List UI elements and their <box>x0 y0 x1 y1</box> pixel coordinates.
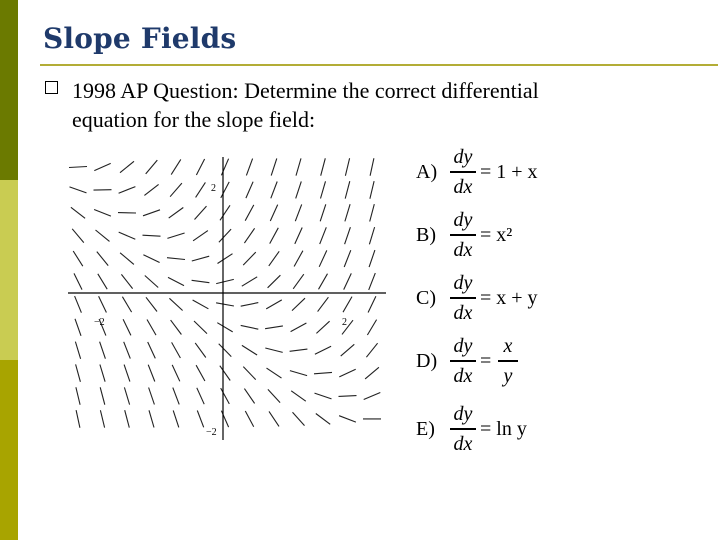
slope-segment <box>315 346 331 354</box>
slope-segment <box>242 345 257 355</box>
slope-segment <box>147 320 156 336</box>
choice-label: A) <box>416 161 438 183</box>
slope-segment <box>271 158 277 175</box>
slope-segment <box>293 274 304 289</box>
slope-segment <box>98 274 107 289</box>
slope-segment <box>100 342 106 359</box>
slope-segment <box>195 206 207 219</box>
slope-segment <box>345 204 350 221</box>
slope-segment <box>321 158 326 175</box>
slope-segment <box>196 365 205 381</box>
slope-segment <box>339 416 356 422</box>
slope-segment <box>296 181 302 198</box>
slope-segment <box>270 205 277 221</box>
slope-segment <box>290 349 308 351</box>
slope-segment <box>120 253 134 265</box>
slope-segment <box>365 367 379 379</box>
slope-segment <box>69 167 87 168</box>
slope-segment <box>169 208 184 219</box>
slope-segment <box>345 181 350 198</box>
slope-segment <box>320 227 327 244</box>
slope-segment <box>341 344 355 356</box>
slope-segment <box>167 233 184 238</box>
slope-segment <box>295 228 302 244</box>
slope-segment <box>94 210 111 217</box>
slope-segment <box>268 389 280 402</box>
slope-segment <box>123 319 131 335</box>
slope-segment <box>368 296 376 312</box>
slope-segment <box>339 396 357 397</box>
slope-segment <box>120 161 134 172</box>
slope-segment <box>143 210 160 216</box>
choice-rhs: = x² <box>480 224 513 246</box>
fraction-bar <box>450 171 476 173</box>
slope-segment <box>193 231 208 241</box>
slope-segment <box>75 319 81 336</box>
sidebar-block-dark <box>0 0 18 180</box>
slope-segment <box>193 300 209 309</box>
slope-segment <box>220 205 230 220</box>
slope-segment <box>148 342 156 358</box>
tick-label-bottom: −2 <box>206 427 217 438</box>
slope-segment <box>345 158 349 176</box>
slope-segment <box>295 204 301 221</box>
slope-segment <box>76 387 80 404</box>
slope-segment <box>316 414 330 425</box>
slope-segment <box>76 410 80 428</box>
slope-segment <box>216 303 234 306</box>
slope-segment <box>100 410 104 427</box>
slope-segment <box>268 275 281 288</box>
slope-segment <box>217 323 232 332</box>
slope-segment <box>149 410 154 427</box>
fraction-bar <box>498 360 518 362</box>
fraction-bar <box>450 234 476 236</box>
fraction-numerator: dy <box>453 403 473 425</box>
choice-d[interactable] <box>410 334 610 392</box>
slope-segment <box>339 369 355 377</box>
fraction-numerator: dy <box>453 209 473 231</box>
slope-segment <box>168 277 184 285</box>
slope-segment <box>99 296 107 312</box>
slope-segment <box>194 321 207 334</box>
tick-label-left: −2 <box>94 317 105 328</box>
slope-segment <box>74 273 82 289</box>
slope-segment <box>345 227 351 244</box>
fraction-bar <box>450 428 476 430</box>
fraction-denominator: dx <box>453 364 473 387</box>
rhs-fraction <box>498 334 518 388</box>
slope-segment <box>245 205 254 221</box>
slope-segment <box>97 252 108 266</box>
slope-segment <box>221 182 229 198</box>
slope-segment <box>149 388 155 405</box>
slope-segment <box>266 300 282 309</box>
slope-segment <box>219 229 231 242</box>
choice-b[interactable] <box>410 208 610 266</box>
slope-segment <box>96 230 110 241</box>
slope-segment <box>219 344 232 357</box>
slope-segment <box>242 277 257 286</box>
slope-segment <box>269 411 279 426</box>
slope-segment <box>369 227 374 244</box>
slope-segment <box>315 393 332 399</box>
slope-segment <box>344 250 351 267</box>
slope-segment <box>76 364 81 381</box>
slope-segment <box>246 159 252 176</box>
slope-segment <box>100 387 105 404</box>
slope-segment <box>316 321 329 333</box>
derivative-fraction <box>450 208 476 262</box>
slope-segment <box>243 367 255 380</box>
slope-segment <box>119 187 136 194</box>
slope-segment <box>196 159 204 175</box>
slope-segment <box>370 181 374 199</box>
slope-segment <box>241 303 259 307</box>
slope-segment <box>197 388 204 404</box>
slope-segment <box>321 181 326 198</box>
slope-segment <box>125 410 130 427</box>
slope-segment <box>171 159 181 174</box>
slope-segment <box>344 273 352 289</box>
choice-c[interactable] <box>410 271 610 329</box>
slope-segment <box>291 391 306 401</box>
slope-segment <box>241 325 259 329</box>
slope-segment <box>145 276 158 288</box>
slope-segment <box>221 388 230 404</box>
slope-segment <box>319 274 328 290</box>
choice-rhs: = 1 + x <box>480 161 538 183</box>
slope-segment <box>343 297 352 313</box>
slope-segment <box>148 365 155 382</box>
slope-segment <box>75 296 82 313</box>
derivative-fraction <box>450 334 476 388</box>
slope-segment <box>197 411 203 428</box>
question-line-1: 1998 AP Question: Determine the correct differential <box>72 78 539 103</box>
choice-label: E) <box>416 418 435 440</box>
slope-segment <box>192 280 210 282</box>
slope-segment <box>265 348 282 352</box>
slope-segment <box>245 411 253 427</box>
slope-segment <box>122 297 131 312</box>
choice-rhs: = ln y <box>480 418 527 440</box>
slope-segment <box>195 343 206 358</box>
fraction-numerator: dy <box>453 272 473 294</box>
slope-segment <box>267 368 282 378</box>
slope-segment <box>124 365 130 382</box>
tick-label-right: 2 <box>342 317 347 328</box>
sidebar-accent <box>0 0 18 540</box>
slope-segment <box>244 228 254 243</box>
slope-segment <box>143 235 161 236</box>
slope-segment <box>94 163 110 170</box>
slope-segment <box>243 252 256 265</box>
slope-segment <box>71 207 85 218</box>
sidebar-block-mid <box>0 360 18 540</box>
slope-segment <box>144 184 158 195</box>
fraction-bar <box>450 360 476 362</box>
slope-segment <box>294 251 303 267</box>
question-line-2: equation for the slope field: <box>72 107 316 132</box>
slope-segment <box>291 323 307 332</box>
slope-segment <box>169 298 182 310</box>
fraction-denominator: dx <box>453 301 473 324</box>
derivative-fraction <box>450 271 476 325</box>
slope-segment <box>369 273 376 290</box>
fraction-numerator: x <box>503 335 513 357</box>
fraction-denominator: dx <box>453 238 473 261</box>
slope-segment <box>296 158 301 175</box>
slope-segment <box>244 389 254 404</box>
slope-segment <box>367 320 376 335</box>
slope-segment <box>218 254 233 264</box>
fraction-numerator: dy <box>453 335 473 357</box>
slope-segment <box>220 366 230 381</box>
choice-label: B) <box>416 224 436 246</box>
slope-segment <box>318 297 329 311</box>
slope-segment <box>171 320 182 334</box>
slope-segment <box>271 182 277 199</box>
slope-segment <box>192 256 209 261</box>
slope-segment <box>270 228 279 244</box>
slope-segment <box>319 250 327 266</box>
slope-segment <box>167 258 185 260</box>
slope-segment <box>100 365 105 382</box>
slope-segment <box>124 342 131 359</box>
sidebar-block-light <box>0 180 18 360</box>
slope-segment <box>366 343 377 357</box>
slope-segment <box>73 251 83 266</box>
slope-segment <box>364 393 381 400</box>
choice-e[interactable] <box>410 402 610 460</box>
slope-segment <box>75 342 80 359</box>
slope-segment <box>143 255 159 263</box>
choice-rhs: = x + y <box>480 287 538 309</box>
choice-rhs: = <box>480 350 492 372</box>
slope-segment <box>293 412 305 425</box>
slope-segment <box>265 326 283 329</box>
slope-segment <box>320 204 326 221</box>
fraction-denominator: dx <box>453 432 473 455</box>
slope-segment <box>369 250 375 267</box>
slope-segment <box>124 387 129 404</box>
slope-field <box>68 155 386 440</box>
choice-a[interactable] <box>410 145 610 203</box>
bullet-icon <box>45 81 58 94</box>
slope-segment <box>314 372 332 373</box>
fraction-denominator: dx <box>453 175 473 198</box>
slope-segment <box>172 342 181 358</box>
derivative-fraction <box>450 145 476 199</box>
slope-segment <box>119 232 136 239</box>
slope-segment <box>196 182 206 197</box>
title-divider <box>40 64 718 66</box>
slope-segment <box>292 298 305 310</box>
derivative-fraction <box>450 402 476 456</box>
slope-segment <box>269 251 279 266</box>
question-text <box>72 76 692 134</box>
slope-segment <box>246 182 253 198</box>
answer-choices <box>410 145 610 465</box>
slope-segment <box>72 229 84 243</box>
slope-segment <box>146 160 158 174</box>
slope-segment <box>121 274 132 288</box>
slope-segment <box>216 279 234 283</box>
slope-segment <box>172 365 180 381</box>
tick-label-top: 2 <box>211 183 216 194</box>
fraction-denominator: y <box>503 364 513 387</box>
slope-segment <box>146 297 157 311</box>
slope-segment <box>173 388 179 405</box>
slope-segment <box>370 204 375 221</box>
slope-segment <box>370 158 374 176</box>
slope-segment <box>170 183 182 197</box>
page-title: Slope Fields <box>43 22 237 55</box>
choice-label: D) <box>416 350 438 372</box>
fraction-bar <box>450 297 476 299</box>
fraction-numerator: dy <box>453 146 473 168</box>
slope-segment <box>290 371 307 376</box>
slope-segment <box>173 410 179 427</box>
slope-segment <box>70 187 87 193</box>
choice-label: C) <box>416 287 436 309</box>
